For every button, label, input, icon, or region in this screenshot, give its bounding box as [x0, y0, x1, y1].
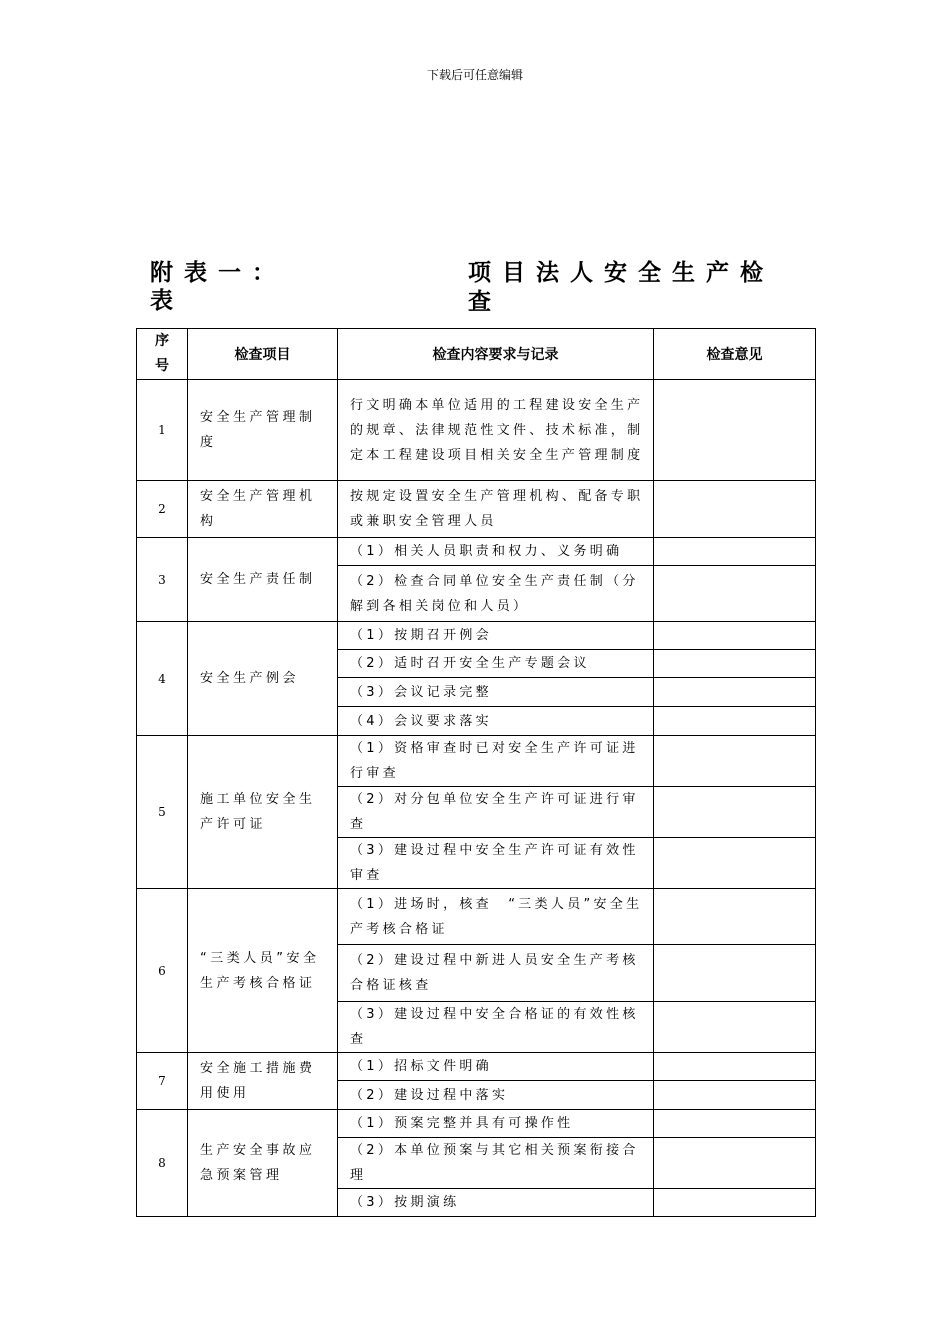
title-main: 项目法人安全生产检查 — [468, 259, 774, 315]
opinion-cell[interactable] — [654, 707, 816, 736]
opinion-cell[interactable] — [654, 736, 816, 787]
row-number: 7 — [137, 1053, 188, 1110]
requirement-cell: （1）进场时，核查 “三类人员”安全生产考核合格证 — [338, 889, 654, 945]
check-item: 安全生产例会 — [188, 622, 338, 736]
row-number: 4 — [137, 622, 188, 736]
opinion-cell[interactable] — [654, 889, 816, 945]
row-number: 1 — [137, 380, 188, 481]
requirement-cell: （2）建设过程中落实 — [338, 1081, 654, 1110]
opinion-cell[interactable] — [654, 838, 816, 889]
requirement-cell: 行文明确本单位适用的工程建设安全生产的规章、法律规范性文件、技术标准，制定本工程建设项目相关安全生产管理制度 — [338, 380, 654, 481]
opinion-cell[interactable] — [654, 1138, 816, 1189]
requirement-cell: （1）按期召开例会 — [338, 622, 654, 650]
requirement-cell: （2）对分包单位安全生产许可证进行审查 — [338, 787, 654, 838]
requirement-cell: （2）建设过程中新进人员安全生产考核合格证核查 — [338, 945, 654, 1002]
table-row — [137, 1053, 816, 1081]
title-wrap: 表 — [150, 287, 173, 314]
opinion-cell[interactable] — [654, 1053, 816, 1081]
requirement-cell: （1）资格审查时已对安全生产许可证进行审查 — [338, 736, 654, 787]
opinion-cell[interactable] — [654, 1110, 816, 1138]
opinion-cell[interactable] — [654, 1081, 816, 1110]
opinion-cell[interactable] — [654, 787, 816, 838]
watermark-text: 下载后可任意编辑 — [426, 68, 523, 82]
check-item: 安全生产管理制度 — [188, 380, 338, 481]
table-row — [137, 889, 816, 945]
table-header-row — [137, 329, 816, 380]
check-item: 安全生产管理机构 — [188, 481, 338, 538]
requirement-cell: （2）检查合同单位安全生产责任制（分解到各相关岗位和人员） — [338, 566, 654, 622]
header-requirement: 检查内容要求与记录 — [338, 329, 654, 380]
row-number: 3 — [137, 538, 188, 622]
table-row — [137, 538, 816, 566]
opinion-cell[interactable] — [654, 678, 816, 707]
inspection-table — [136, 328, 816, 1217]
requirement-cell: （1）招标文件明确 — [338, 1053, 654, 1081]
requirement-cell: （3）按期演练 — [338, 1189, 654, 1217]
requirement-cell: 按规定设置安全生产管理机构、配备专职或兼职安全管理人员 — [338, 481, 654, 538]
table-row — [137, 380, 816, 481]
title-prefix: 附表一： — [150, 259, 286, 286]
row-number: 8 — [137, 1110, 188, 1217]
header-item: 检查项目 — [188, 329, 338, 380]
opinion-cell[interactable] — [654, 538, 816, 566]
requirement-cell: （3）会议记录完整 — [338, 678, 654, 707]
requirement-cell: （2）本单位预案与其它相关预案衔接合理 — [338, 1138, 654, 1189]
requirement-cell: （4）会议要求落实 — [338, 707, 654, 736]
requirement-cell: （2）适时召开安全生产专题会议 — [338, 650, 654, 678]
requirement-cell: （3）建设过程中安全生产许可证有效性审查 — [338, 838, 654, 889]
check-item: 安全生产责任制 — [188, 538, 338, 622]
header-no: 序号 — [137, 329, 188, 380]
opinion-cell[interactable] — [654, 1189, 816, 1217]
check-item: 生产安全事故应急预案管理 — [188, 1110, 338, 1217]
table-row — [137, 481, 816, 538]
opinion-cell[interactable] — [654, 566, 816, 622]
opinion-cell[interactable] — [654, 650, 816, 678]
requirement-cell: （1）相关人员职责和权力、义务明确 — [338, 538, 654, 566]
check-item: “三类人员”安全生产考核合格证 — [188, 889, 338, 1053]
row-number: 5 — [137, 736, 188, 889]
check-item: 安全施工措施费用使用 — [188, 1053, 338, 1110]
row-number: 2 — [137, 481, 188, 538]
table-row — [137, 736, 816, 787]
table-row — [137, 1110, 816, 1138]
table-row — [137, 622, 816, 650]
opinion-cell[interactable] — [654, 622, 816, 650]
requirement-cell: （1）预案完整并具有可操作性 — [338, 1110, 654, 1138]
requirement-cell: （3）建设过程中安全合格证的有效性核查 — [338, 1002, 654, 1053]
opinion-cell[interactable] — [654, 380, 816, 481]
opinion-cell[interactable] — [654, 1002, 816, 1053]
check-item: 施工单位安全生产许可证 — [188, 736, 338, 889]
opinion-cell[interactable] — [654, 481, 816, 538]
opinion-cell[interactable] — [654, 945, 816, 1002]
row-number: 6 — [137, 889, 188, 1053]
page-title — [150, 258, 800, 315]
header-opinion: 检查意见 — [654, 329, 816, 380]
